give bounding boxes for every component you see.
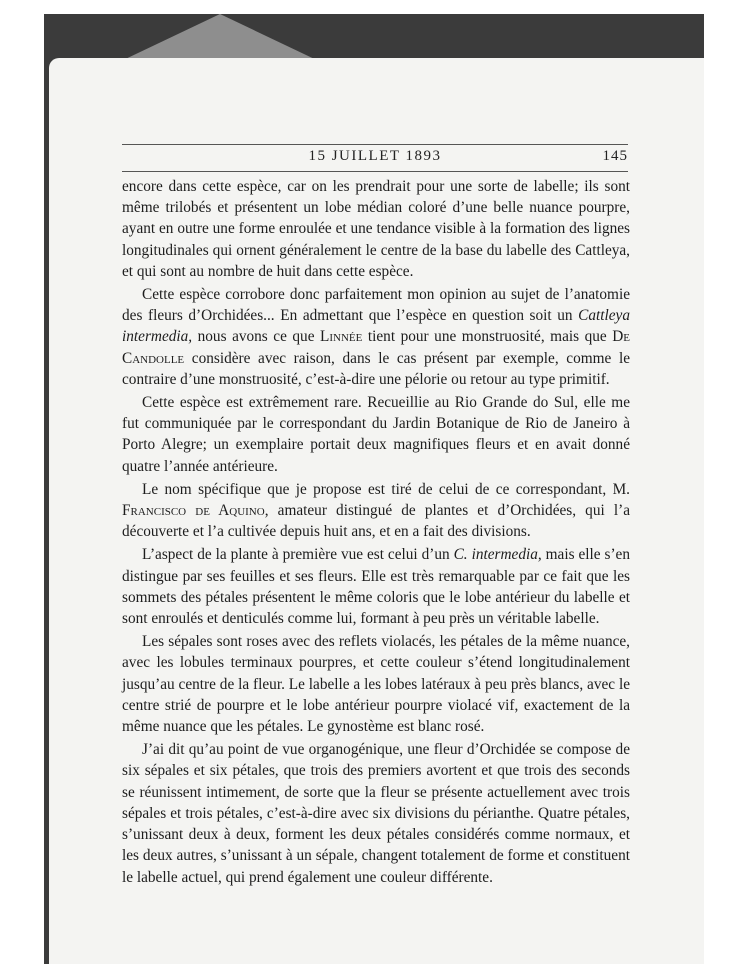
text-run: , amateur distingué de plantes et d’Orchidées, qui l’a découverte et l’a cultivée depuis huit ans, et en a fait des divisions. bbox=[122, 502, 630, 541]
text-run: Le nom spécifique que je propose est tiré de celui de ce correspondant, M. bbox=[142, 480, 630, 498]
text-run: Cette espèce est extrêmement rare. Recueillie au Rio Grande do Sul, elle me fut communiquée par le correspondant du Jardin Botanique de Rio de Janeiro à Porto Alegre; un exemplaire portait deux magnifiques fleurs et en avait donné quatre l’année antérieure. bbox=[122, 394, 630, 475]
text-run: encore dans cette espèce, car on les prendrait pour une sorte de labelle; ils sont même trilobés et présentent un lobe médian coloré d’une belle nuance pourpre, ayant en outre une forme enroulée et une tendance visible à la formation des lignes longitudinales qui ornent généralement le centre de la base du labelle des Cattleya, et qui sont au nombre de huit dans cette espèce. bbox=[122, 178, 630, 280]
italic-species-name: C. intermedia, bbox=[453, 546, 542, 564]
paragraph bbox=[122, 392, 630, 477]
italic-species-name: Cattleya intermedia, bbox=[122, 307, 630, 346]
paragraph bbox=[122, 631, 630, 737]
header-rule-bottom bbox=[122, 171, 628, 172]
text-run: nous avons ce que bbox=[192, 328, 321, 346]
text-run: L’aspect de la plante à première vue est celui d’un bbox=[142, 546, 454, 564]
paragraph bbox=[122, 479, 630, 543]
scan-page-fold bbox=[115, 14, 325, 64]
text-run: Cette espèce corrobore donc parfaitement mon opinion au sujet de l’anatomie des fleurs d’Orchidées... En admettant que l’espèce en question soit un bbox=[122, 286, 630, 325]
paragraph bbox=[122, 739, 630, 887]
author-name: De Candolle bbox=[122, 328, 630, 367]
text-run: Les sépales sont roses avec des reflets violacés, les pétales de la même nuance, avec les lobules terminaux pourpres, et cette couleur s’étend longitudinalement jusqu’au centre de la fleur. Le labelle a les lobes latéraux à peu près blancs, avec le centre strié de pourpre et le lobe antérieur pourpre violacé vif, exactement de la même nuance que les pétales. Le gynostème est blanc rosé. bbox=[122, 633, 630, 736]
body-text bbox=[122, 176, 630, 890]
paragraph bbox=[122, 284, 630, 390]
text-run: mais elle s’en distingue par ses feuilles et ses fleurs. Elle est très remarquable par ce fait que les sommets des pétales présentent le même coloris que le lobe antérieur du labelle et sont enroulés et denticulés comme lui, formant à peu près un véritable labelle. bbox=[122, 546, 630, 628]
running-head-title: 15 JUILLET 1893 bbox=[308, 148, 442, 164]
paragraph bbox=[122, 544, 630, 629]
text-run: J’ai dit qu’au point de vue organogénique, une fleur d’Orchidée se compose de six sépales et six pétales, que trois des premiers avortent et que trois des seconds se réunissent intimement, de sorte que la fleur se présente actuellement avec trois sépales et trois pétales, c’est-à-dire avec six divisions du périanthe. Quatre pétales, s’unissant deux à deux, forment les deux pétales considérés comme normaux, et les deux autres, s’unissant à un sépale, changent totalement de forme et constituent le labelle actuel, qui prend également une couleur différente. bbox=[122, 741, 630, 886]
text-run: tient pour une monstruosité, mais que bbox=[362, 328, 613, 346]
running-head bbox=[122, 148, 628, 168]
page-number: 145 bbox=[602, 148, 628, 164]
paragraph bbox=[122, 176, 630, 282]
person-name: Francisco de Aquino bbox=[122, 502, 265, 520]
author-name: Linnée bbox=[320, 328, 363, 346]
text-run: considère avec raison, dans le cas présent par exemple, comme le contraire d’une monstruosité, c’est-à-dire une pélorie ou retour au type primitif. bbox=[122, 349, 630, 388]
header-rule-top bbox=[122, 144, 628, 145]
